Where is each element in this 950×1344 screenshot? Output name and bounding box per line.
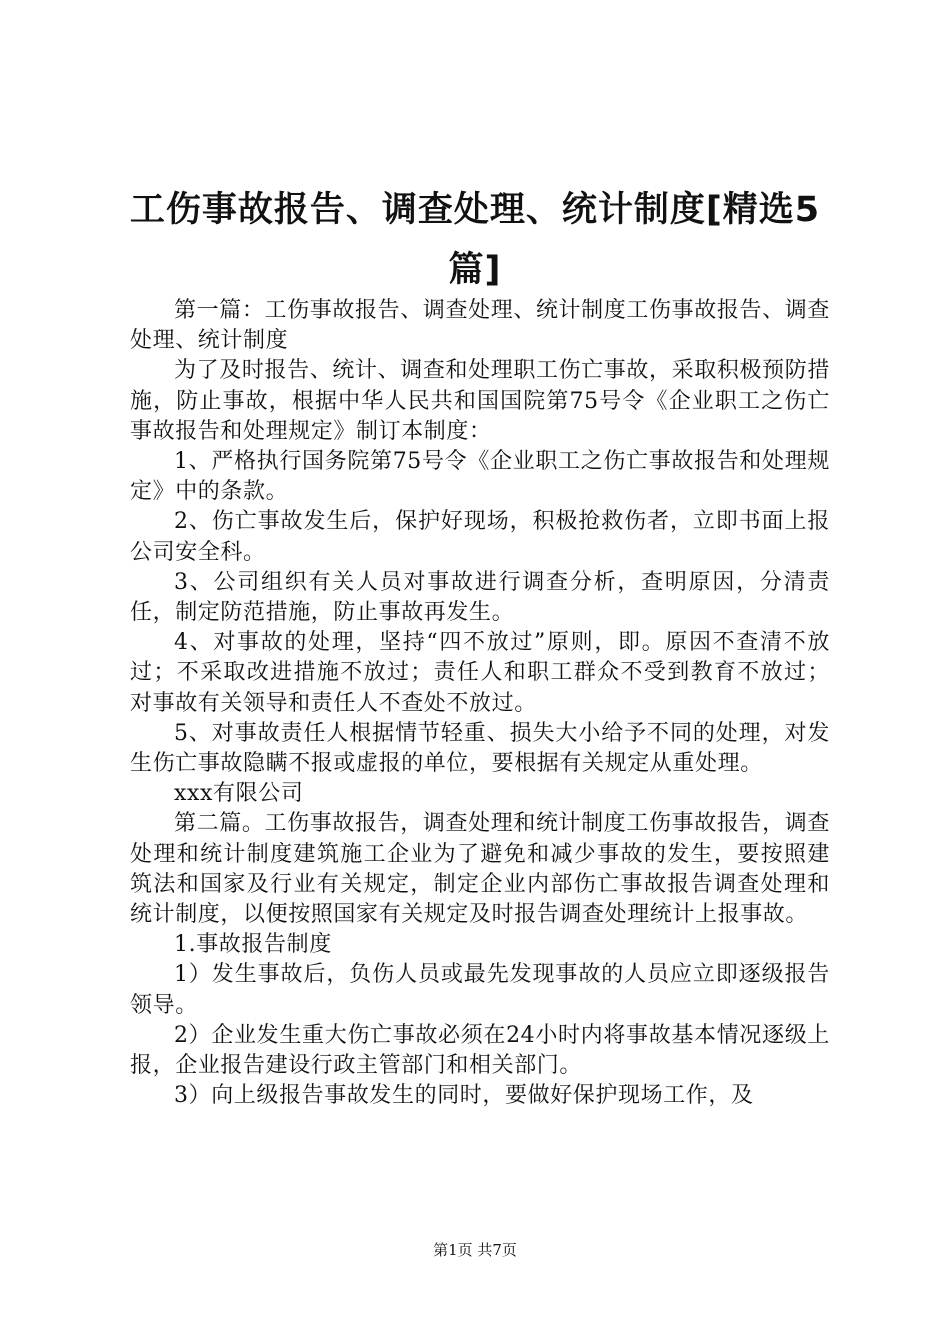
paragraph: 2、伤亡事故发生后，保护好现场，积极抢救伤者，立即书面上报公司安全科。 — [130, 509, 830, 565]
paragraph: 3、公司组织有关人员对事故进行调查分析，查明原因，分清责任，制定防范措施，防止事故再发生。 — [130, 569, 830, 626]
company-signature: xxx有限公司 — [174, 781, 304, 807]
page-footer: 第1页 共7页 — [433, 1241, 517, 1259]
paragraph: 3）向上级报告事故发生的同时，要做好保护现场工作，及 — [174, 1083, 754, 1109]
section-heading: 1.事故报告制度 — [174, 932, 332, 958]
paragraph: 4、对事故的处理，坚持“四不放过”原则，即。原因不查清不放过；不采取改进措施不放过；责任人和职工群众不受到教育不放过；对事故有关领导和责任人不查处不放过。 — [130, 630, 830, 716]
paragraph: 5、对事故责任人根据情节轻重、损失大小给予不同的处理，对发生伤亡事故隐瞒不报或虚报的单位，要根据有关规定从重处理。 — [130, 720, 830, 777]
paragraph: 1）发生事故后，负伤人员或最先发现事故的人员应立即逐级报告领导。 — [130, 962, 830, 1018]
paragraph: 第一篇：工伤事故报告、调查处理、统计制度工伤事故报告、调查处理、统计制度 — [130, 298, 830, 354]
paragraph: 为了及时报告、统计、调查和处理职工伤亡事故，采取积极预防措施，防止事故，根据中华人民共和国国院第75号令《企业职工之伤亡事故报告和处理规定》制订本制度： — [130, 358, 830, 444]
paragraph: 1、严格执行国务院第75号令《企业职工之伤亡事故报告和处理规定》中的条款。 — [130, 449, 830, 505]
paragraph: 2）企业发生重大伤亡事故必须在24小时内将事故基本情况逐级上报，企业报告建设行政主管部门和相关部门。 — [130, 1022, 830, 1079]
document-title: 工伤事故报告、调查处理、统计制度[精选5篇] — [129, 190, 821, 290]
paragraph: 第二篇。工伤事故报告，调查处理和统计制度工伤事故报告，调查处理和统计制度建筑施工企业为了避免和减少事故的发生，要按照建筑法和国家及行业有关规定，制定企业内部伤亡事故报告调查处理和统计制度，以便按照国家有关规定及时报告调查处理统计上报事故。 — [130, 811, 830, 928]
document-body — [130, 296, 830, 1111]
